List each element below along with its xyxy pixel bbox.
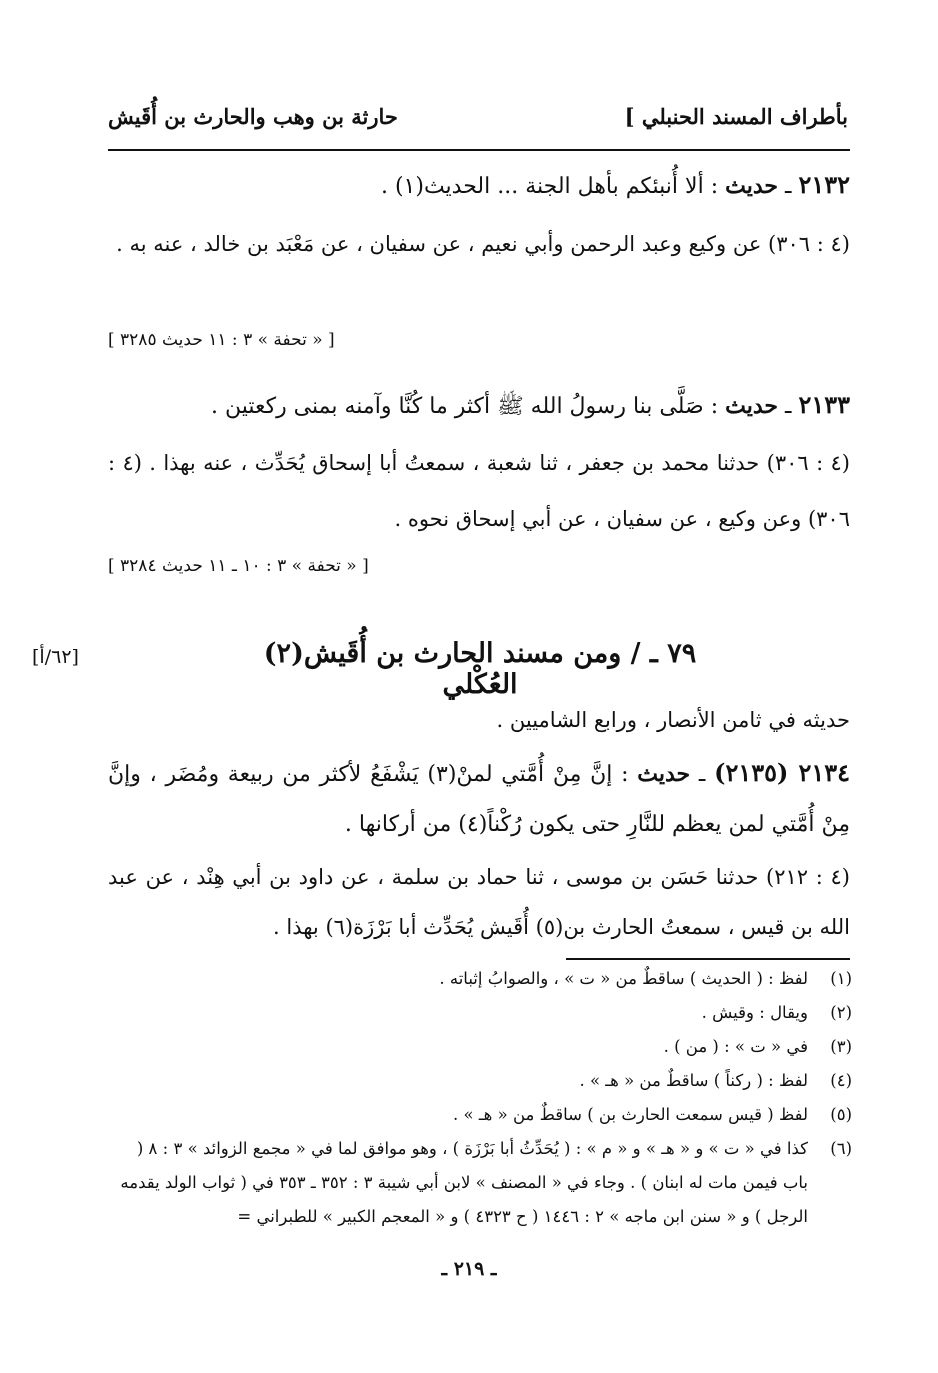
hadith-dash: ـ: [698, 762, 706, 787]
footnote: [108, 962, 852, 996]
hadith-text: : ألا أُنبئكم بأهل الجنة ... الحديث(١) .: [380, 174, 719, 199]
hadith-dash: ـ: [784, 394, 792, 419]
footnote-number: (٥): [830, 1105, 852, 1124]
page-number: ـ ٢١٩ ـ: [441, 1258, 497, 1280]
footnote-separator: [566, 958, 850, 960]
header-section-title: حارثة بن وهب والحارث بن أُقَيش: [108, 103, 398, 129]
footnote-number: (١): [830, 969, 852, 988]
footnote-text: لفظ ( قيس سمعت الحارث بن ) ساقطٌ من « هـ » .: [453, 1105, 808, 1124]
hadith-number: ٢١٣٢: [798, 170, 850, 199]
footnote-number: (٦): [830, 1139, 852, 1158]
footnote: [108, 1132, 852, 1234]
footnote-number: (٤): [830, 1071, 852, 1090]
hadith-2132-reference: [ « تحفة » ٣ : ١١ حديث ٣٢٨٥ ]: [108, 330, 335, 350]
footnote: [108, 1064, 852, 1098]
footnote-number: (٢): [830, 1003, 852, 1022]
hadith-2132: [108, 160, 850, 212]
footnote-text: لفظ : ( ركناً ) ساقطٌ من « هـ » .: [579, 1071, 808, 1090]
hadith-2132-isnad: (٤ : ٣٠٦) عن وكيع وعبد الرحمن وأبي نعيم ، عن سفيان ، عن مَعْبَد بن خالد ، عنه به .: [116, 232, 850, 256]
hadith-number: ٢١٣٣: [798, 390, 850, 419]
hadith-number: ٢١٣٤ (٢١٣٥): [714, 758, 851, 787]
footnote-text: لفظ : ( الحديث ) ساقطٌ من « ت » ، والصوابُ إثباته .: [439, 969, 808, 988]
section-intro: حديثه في ثامن الأنصار ، ورابع الشاميين .: [496, 708, 850, 732]
hadith-2134-isnad: (٤ : ٢١٢) حدثنا حَسَن بن موسى ، ثنا حماد بن سلمة ، عن داود بن أبي هِنْد ، عن عبد الله بن قيس ، سمعتُ الحارث بن(٥) أُقَيش يُحَدِّث أبا بَرْزَة(٦) بهذا .: [108, 865, 850, 939]
hadith-2133-isnad: (٤ : ٣٠٦) حدثنا محمد بن جعفر ، ثنا شعبة ، سمعتُ أبا إسحاق يُحَدِّث ، عنه بهذا . (٤ : ٣٠٦) وعن وكيع ، عن سفيان ، عن أبي إسحاق نحوه .: [108, 451, 850, 531]
hadith-text: : إنَّ مِنْ أُمَّتي لمنْ(٣) يَشْفَعُ لأكثر من ربيعة ومُضَر ، وإنَّ مِنْ أُمَّتي لمن يعظم للنَّارِ حتى يكون رُكْناً(٤) من أركانها .: [108, 762, 850, 837]
footnote-text: كذا في « ت » و « هـ » و « م » : ( يُحَدِّثُ أبا بَرْزَة ) ، وهو موافق لما في « مجمع الزوائد » ٣ : ٨ ( باب فيمن مات له ابنان ) . وجاء في « المصنف » لابن أبي شيبة ٣ : ٣٥٢ ـ ٣٥٣ في ( ثواب الولد يقدمه الرجل ) و « سنن ابن ماجه » ٢ : ١٤٤٦ ( ح ٤٣٢٣ ) و « المعجم الكبير » للطبراني =: [120, 1139, 808, 1226]
footnotes: [108, 962, 852, 1234]
footnote: [108, 1030, 852, 1064]
header-book-title: بأطراف المسند الحنبلي ]: [624, 103, 848, 129]
running-header: [108, 96, 848, 136]
hadith-2133-reference: [ « تحفة » ٣ : ١٠ ـ ١١ حديث ٣٢٨٤ ]: [108, 556, 369, 576]
hadith-keyword: حديث: [637, 761, 691, 787]
footnote: [108, 1098, 852, 1132]
footnote-text: ويقال : وقيش .: [701, 1003, 808, 1022]
folio-marker: [٦٢/أ]: [32, 646, 79, 668]
footnote-text: في « ت » : ( من ) .: [663, 1037, 808, 1056]
hadith-2133: [108, 380, 850, 432]
footnote: [108, 996, 852, 1030]
hadith-2134: [108, 748, 850, 850]
header-rule: [108, 149, 850, 151]
section-heading: ٧٩ ـ / ومن مسند الحارث بن أُقَيش(٢) العُكْلي: [263, 638, 697, 700]
footnote-number: (٣): [830, 1037, 852, 1056]
hadith-dash: ـ: [784, 174, 792, 199]
hadith-text: : صَلَّى بنا رسولُ الله ﷺ أكثر ما كُنَّا وآمنه بمنى ركعتين .: [210, 394, 719, 419]
hadith-keyword: حديث: [725, 173, 778, 199]
hadith-keyword: حديث: [725, 393, 778, 419]
